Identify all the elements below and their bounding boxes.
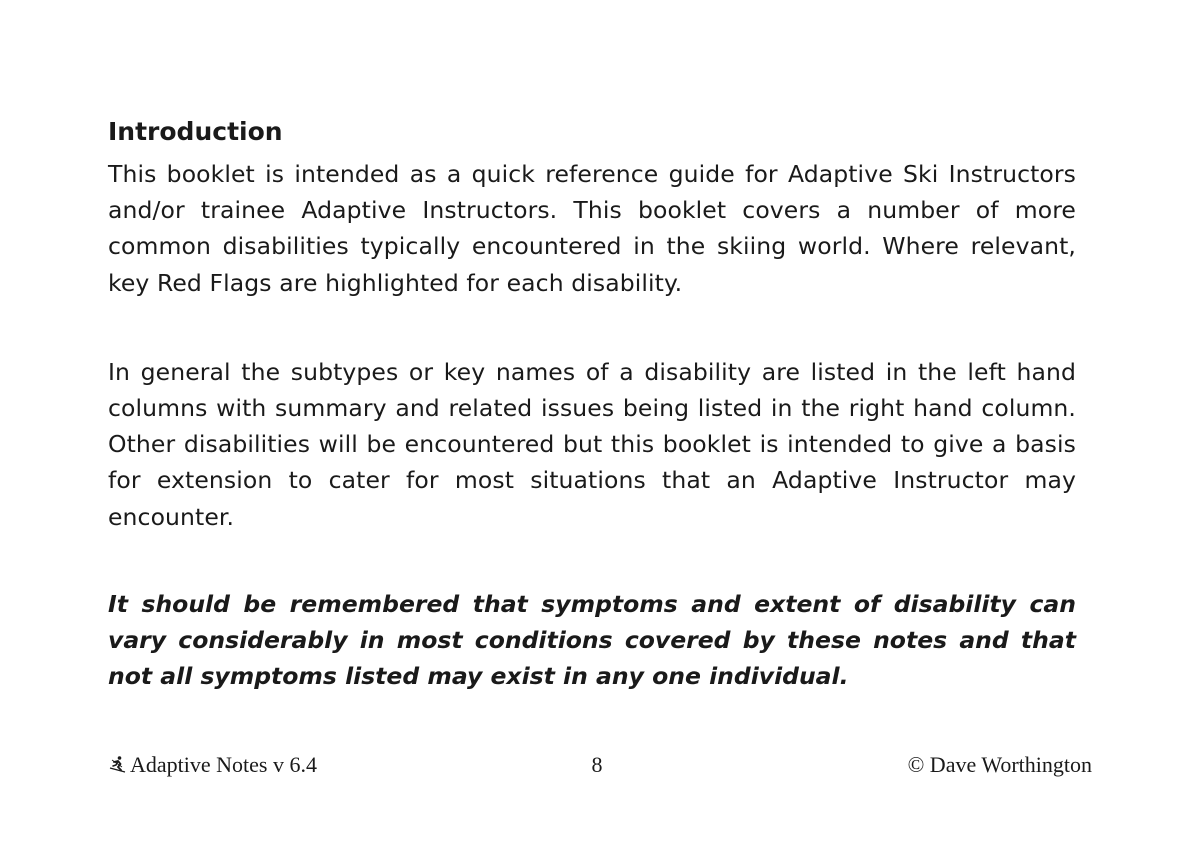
general-paragraph: In general the subtypes or key names of a disability are listed in the left hand columns with summary and related issues being listed in the right hand column. Other disabilities will be encountered but this booklet is intended to give a basis for extension to cater for most situations that an Adaptive Instructor may encounter. (108, 357, 1076, 531)
page-footer (108, 750, 1092, 780)
section-heading: Introduction (108, 117, 283, 146)
intro-paragraph: This booklet is intended as a quick reference guide for Adaptive Ski Instructors and/or trainee Adaptive Instructors. This booklet covers a number of more common disabilities typically encountered in the skiing world. Where relevant, key Red Flags are highlighted for each disability. (108, 160, 1076, 297)
page-number: 8 (591, 752, 603, 777)
page-content (108, 112, 1076, 694)
footer-copyright: © Dave Worthington (907, 752, 1092, 777)
important-note: It should be remembered that symptoms and extent of disability can vary considerably in most conditions covered by these notes and that not all symptoms listed may exist in any one individual. (108, 589, 1076, 691)
footer-title: Adaptive Notes v 6.4 (130, 752, 317, 777)
